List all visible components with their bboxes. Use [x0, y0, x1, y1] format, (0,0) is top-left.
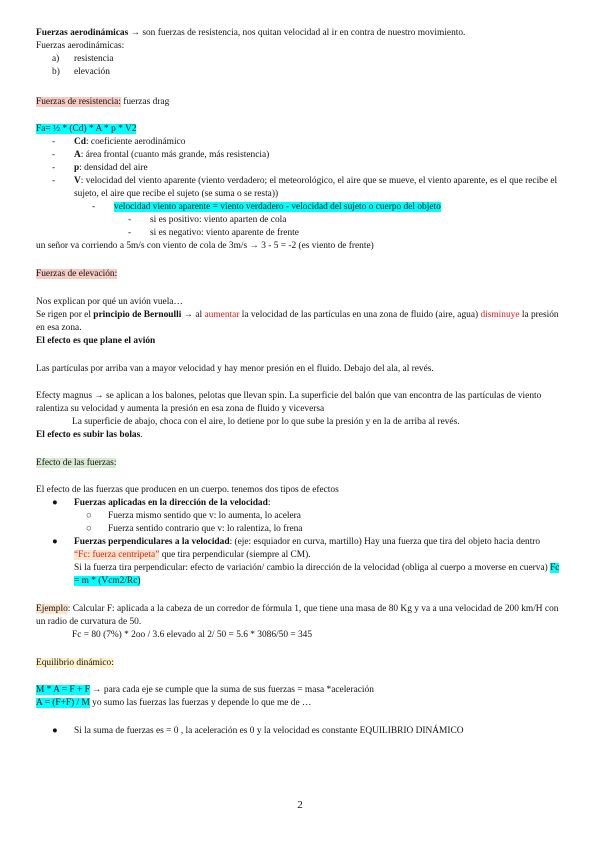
negative-text: si es negativo: viento aparente de frente	[150, 228, 299, 238]
applied-forces-title: Fuerzas aplicadas en la dirección de la velocidad	[74, 498, 268, 508]
elevation-heading-highlight: Fuerzas de elevación:	[36, 269, 118, 279]
particles-paragraph: Las partículas por arriba van a mayor velocidad y hay menor presión en el fluido. Debajo del ala, al revés.	[36, 364, 434, 374]
perpendicular-text: Si la fuerza tira perpendicular: efecto de variación/ cambio la dirección de la velocidad (obliga al cuerpo a moverse en cuerva)	[74, 563, 548, 573]
magnus-paragraph-2: La superficie de abajo, choca con el aire, lo detiene por lo que sube la presión y en la de arriba al revés.	[72, 417, 460, 427]
list-text: resistencia	[74, 54, 114, 64]
centripetal-line	[74, 549, 560, 562]
dash-marker: -	[52, 137, 56, 147]
drag-formula	[36, 123, 560, 136]
apparent-wind-positive	[128, 214, 560, 227]
term-text: : densidad del aire	[79, 163, 148, 173]
positive-text: si es positivo: viento aparten de cola	[150, 215, 287, 225]
example-text: : Calcular F: aplicada a la cabeza de un corredor de fórmula 1, que tiene una masa de 80 Kg y va a una velocidad de 200 km/H con un radio de curvatura de 50.	[36, 604, 559, 627]
example-paragraph	[36, 603, 560, 628]
list-item-b	[52, 66, 560, 79]
acceleration-formula-text: yo sumo las fuerzas las fuerzas y depende lo que me de …	[89, 698, 312, 708]
apparent-wind-formula: velocidad viento aparente = viento verdadero - velocidad del sujeto o cuerpo del objeto	[114, 202, 441, 212]
equilibrium-bullet-text: Si la suma de fuerzas es = 0 , la aceleración es 0 y la velocidad es constante EQUILIBRIO DINÁMICO	[74, 726, 464, 736]
page-number: 2	[297, 799, 303, 811]
term-v	[52, 175, 560, 200]
plane-effect: El efecto es que plane el avión	[36, 336, 156, 346]
list-marker: b)	[52, 67, 60, 77]
effect-heading-highlight: Efecto de las fuerzas:	[36, 458, 117, 468]
elevation-heading	[36, 268, 560, 281]
runner-example: un señor va corriendo a 5m/s con viento de cola de 3m/s → 3 - 5 = -2 (es viento de frente)	[36, 241, 374, 251]
equilibrium-heading-highlight: Equilibrio dinámico:	[36, 658, 114, 668]
bernoulli-paragraph	[36, 309, 560, 334]
disminuye-word: disminuye	[480, 310, 520, 320]
balls-effect-dot: .	[140, 430, 143, 440]
example-label: Ejemplo	[36, 604, 68, 614]
term-symbol: A	[74, 150, 81, 160]
dash-marker: -	[52, 163, 56, 173]
applied-forces-bullet	[52, 497, 560, 510]
applied-sub-text: Fuerza mismo sentido que v: lo aumenta, lo acelera	[108, 511, 301, 521]
centripetal-rest: que tira perpendicular (siempre al CM).	[159, 550, 311, 560]
dash-marker: -	[128, 215, 132, 225]
term-text: : coeficiente aerodinámico	[85, 137, 186, 147]
list-item-a	[52, 53, 560, 66]
equilibrium-bullet	[52, 725, 560, 738]
bernoulli-text: Se rigen por el	[36, 310, 94, 320]
centripetal-force-label: “Fc: fuerza centrípeta”	[74, 550, 160, 560]
bernoulli-text: la velocidad de las partículas en una zona de fluido (aire, agua)	[239, 310, 481, 320]
effect-intro: El efecto de las fuerzas que producen en un cuerpo. tenemos dos tipos de efectos	[36, 485, 339, 495]
list-marker: a)	[52, 54, 60, 64]
centripetal-formula: Fc = m * (Vcm2/Rc)	[74, 563, 560, 586]
dash-marker: -	[128, 228, 132, 238]
term-p	[52, 162, 560, 175]
term-symbol: Cd	[74, 137, 86, 147]
aumentar-word: aumentar	[204, 310, 240, 320]
aero-definition: → son fuerzas de resistencia, nos quitan velocidad al ir en contra de nuestro movimiento.	[128, 28, 466, 38]
apparent-wind-negative	[128, 227, 560, 240]
resistance-heading	[36, 96, 560, 109]
newton-formula: M * A = F + F	[36, 685, 90, 695]
bernoulli-term: principio de Bernoulli	[93, 310, 182, 320]
newton-formula-line	[36, 684, 560, 697]
bernoulli-text: la presión en esa zona.	[36, 310, 559, 333]
apparent-wind-line	[92, 201, 560, 214]
bullet-icon: ●	[52, 537, 58, 547]
circle-bullet-icon: ○	[86, 524, 92, 534]
newton-formula-text: → para cada eje se cumple que la suma de sus fuerzas = masa *aceleración	[89, 685, 374, 695]
intro-line	[36, 27, 560, 40]
elevation-intro: Nos explican por qué un avión vuela…	[36, 297, 183, 307]
list-text: elevación	[74, 67, 110, 77]
aero-list-title: Fuerzas aerodinámicas:	[36, 41, 125, 51]
dash-marker: -	[52, 150, 56, 160]
circle-bullet-icon: ○	[86, 511, 92, 521]
acceleration-formula: A = (F+F) / M	[36, 698, 90, 708]
perpendicular-forces-bullet	[52, 536, 560, 549]
bernoulli-text: → al	[181, 310, 205, 320]
term-symbol: V	[74, 176, 81, 186]
example-calculation: Fc = 80 (7%) * 2oo / 3.6 elevado al 2/ 50 = 5.6 * 3086/50 = 345	[72, 630, 313, 640]
equilibrium-heading	[36, 657, 560, 670]
bullet-icon: ●	[52, 498, 58, 508]
perpendicular-forces-title: Fuerzas perpendiculares a la velocidad	[74, 537, 230, 547]
dash-marker: -	[52, 176, 56, 186]
term-text: : área frontal (cuanto más grande, más resistencia)	[80, 150, 270, 160]
applied-sub-1	[86, 510, 560, 523]
bullet-icon: ●	[52, 726, 58, 736]
perpendicular-forces-text: : (eje: esquiador en curva, martillo) Hay una fuerza que tira del objeto hacia dentro	[229, 537, 541, 547]
resistance-heading-rest: fuerzas drag	[120, 97, 170, 107]
term-a	[52, 149, 560, 162]
applied-sub-2	[86, 523, 560, 536]
term-symbol: p	[74, 163, 80, 173]
perpendicular-paragraph	[74, 562, 560, 587]
drag-formula-text: Fa= ½ * (Cd) * A * p * V2	[36, 124, 137, 134]
applied-forces-colon: :	[267, 498, 271, 508]
balls-effect	[36, 429, 560, 442]
balls-effect-text: El efecto es subir las bolas	[36, 430, 141, 440]
applied-sub-text: Fuerza sentido contrario que v: lo ralentiza, lo frena	[108, 524, 303, 534]
magnus-paragraph: Efecty magnus → se aplican a los balones, pelotas que llevan spin. La superficie del balón que van encontra de las partículas de viento ralentiza su velocidad y aumenta la presión en esa zona de fluido y viceversa	[36, 391, 542, 414]
dash-marker: -	[92, 202, 96, 212]
resistance-heading-highlight: Fuerzas de resistencia:	[36, 97, 121, 107]
term-text: : velocidad del viento aparente (viento verdadero; el meteorológico, el aire que se mueve, el viento aparente, es el que recibe el sujeto, el aire que recibe el sujeto (se suma o se resta))	[74, 176, 558, 199]
effect-heading	[36, 457, 560, 470]
acceleration-formula-line	[36, 697, 560, 710]
term-cd	[52, 136, 560, 149]
aero-term: Fuerzas aerodinámicas	[36, 28, 129, 38]
